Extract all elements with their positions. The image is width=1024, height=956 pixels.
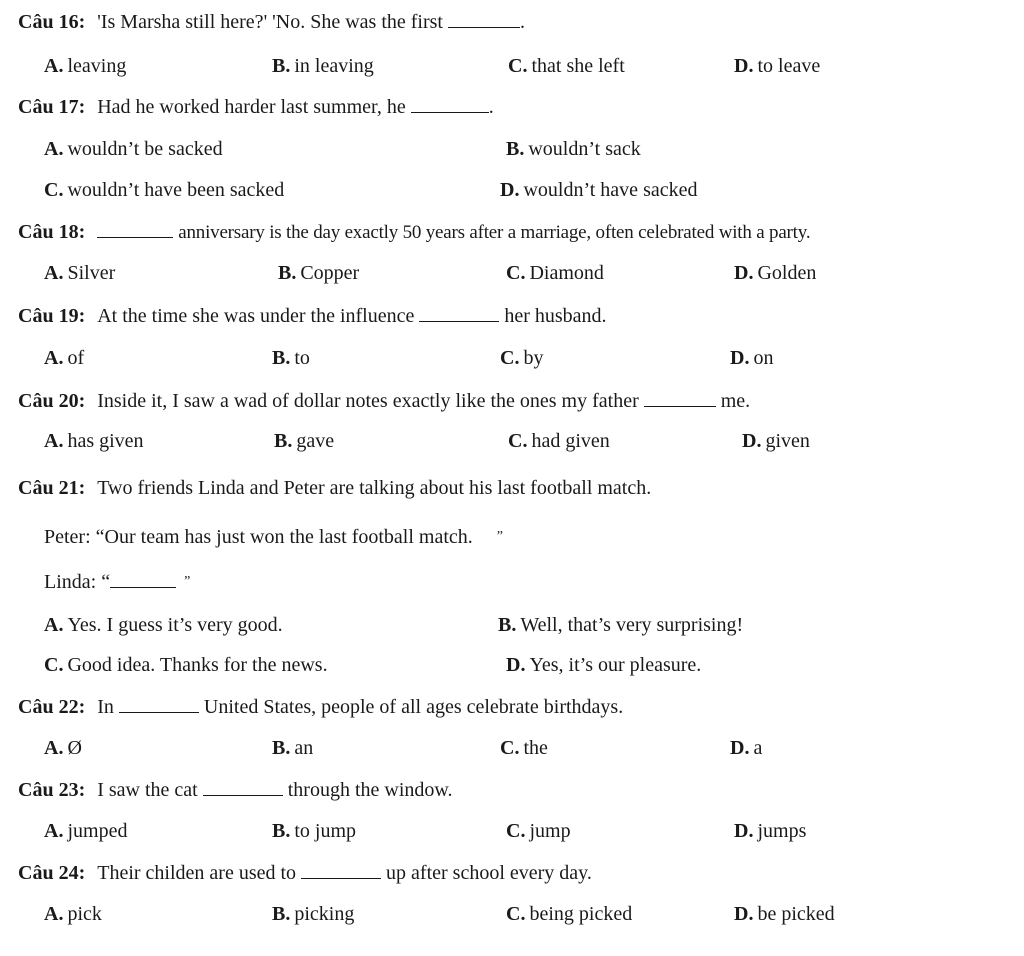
option-c: C. Good idea. Thanks for the news. — [44, 654, 328, 676]
question-text: Had he worked harder last summer, he — [97, 96, 406, 118]
option-d: D. wouldn’t have sacked — [500, 179, 698, 201]
option-b: B. gave — [274, 430, 335, 452]
question-text: Inside it, I saw a wad of dollar notes exactly like the ones my father — [97, 390, 639, 412]
question-19 — [18, 304, 607, 328]
option-d: D. to leave — [734, 55, 821, 77]
option-a: A. Ø — [44, 737, 82, 759]
question-18 — [18, 220, 810, 245]
question-text-end: through the window. — [287, 779, 453, 801]
question-number: Câu 23: — [18, 779, 86, 801]
option-c: C. the — [500, 737, 548, 759]
option-b: B. Copper — [278, 262, 360, 284]
option-d: D. be picked — [734, 903, 835, 925]
option-b: B. to jump — [272, 820, 357, 842]
answer-blank — [419, 307, 499, 322]
question-number: Câu 24: — [18, 862, 86, 884]
option-a: A. of — [44, 347, 85, 369]
question-number: Câu 16: — [18, 11, 86, 33]
option-a: A. has given — [44, 430, 144, 452]
option-a: A. pick — [44, 903, 102, 925]
question-22 — [18, 695, 623, 719]
question-number: Câu 21: — [18, 477, 86, 499]
option-c: C. Diamond — [506, 262, 604, 284]
question-23 — [18, 778, 453, 802]
option-b: B. to — [272, 347, 310, 369]
question-text-end: anniversary is the day exactly 50 years after a marriage, often celebrated with a party. — [178, 222, 811, 243]
answer-blank — [110, 573, 176, 588]
question-text-end: me. — [720, 390, 751, 412]
question-text: 'Is Marsha still here?' 'No. She was the first — [97, 11, 443, 33]
answer-blank — [97, 223, 173, 238]
option-b: B. in leaving — [272, 55, 374, 77]
option-c: C. that she left — [508, 55, 625, 77]
option-d: D. jumps — [734, 820, 807, 842]
question-number: Câu 17: — [18, 96, 86, 118]
dialogue-peter: Peter: “Our team has just won the last football match. ” — [44, 526, 503, 548]
question-number: Câu 20: — [18, 390, 86, 412]
question-21 — [18, 476, 651, 500]
question-number: Câu 18: — [18, 221, 86, 243]
question-text-end: . — [488, 96, 494, 118]
question-16 — [18, 10, 525, 34]
option-d: D. given — [742, 430, 810, 452]
question-text: Their childen are used to — [97, 862, 297, 884]
question-text: Two friends Linda and Peter are talking about his last football match. — [97, 477, 652, 499]
option-b: B. Well, that’s very surprising! — [498, 614, 744, 636]
answer-blank — [119, 698, 199, 713]
question-text: I saw the cat — [97, 779, 198, 801]
option-b: B. an — [272, 737, 314, 759]
option-a: A. Yes. I guess it’s very good. — [44, 614, 283, 636]
option-a: A. wouldn’t be sacked — [44, 138, 223, 160]
option-c: C. had given — [508, 430, 610, 452]
question-text-end: United States, people of all ages celebrate birthdays. — [203, 696, 624, 718]
question-number: Câu 22: — [18, 696, 86, 718]
answer-blank — [448, 13, 520, 28]
option-d: D. on — [730, 347, 774, 369]
option-b: B. wouldn’t sack — [506, 138, 641, 160]
answer-blank — [411, 98, 489, 113]
answer-blank — [301, 864, 381, 879]
question-text-end: . — [519, 11, 525, 33]
question-text-end: her husband. — [504, 305, 607, 327]
question-text: At the time she was under the influence — [97, 305, 415, 327]
option-c: C. being picked — [506, 903, 633, 925]
option-a: A. Silver — [44, 262, 116, 284]
question-24 — [18, 861, 592, 885]
question-text-end: up after school every day. — [386, 862, 592, 884]
option-a: A. jumped — [44, 820, 128, 842]
option-c: C. jump — [506, 820, 571, 842]
option-c: C. wouldn’t have been sacked — [44, 179, 285, 201]
question-20 — [18, 389, 750, 413]
answer-blank — [203, 781, 283, 796]
option-d: D. Golden — [734, 262, 817, 284]
option-d: D. Yes, it’s our pleasure. — [506, 654, 702, 676]
question-17 — [18, 95, 494, 119]
answer-blank — [644, 392, 716, 407]
option-d: D. a — [730, 737, 763, 759]
option-c: C. by — [500, 347, 544, 369]
option-b: B. picking — [272, 903, 355, 925]
dialogue-linda: Linda: “ ” — [44, 571, 191, 593]
question-number: Câu 19: — [18, 305, 86, 327]
option-a: A. leaving — [44, 55, 127, 77]
question-text: In — [97, 696, 114, 718]
